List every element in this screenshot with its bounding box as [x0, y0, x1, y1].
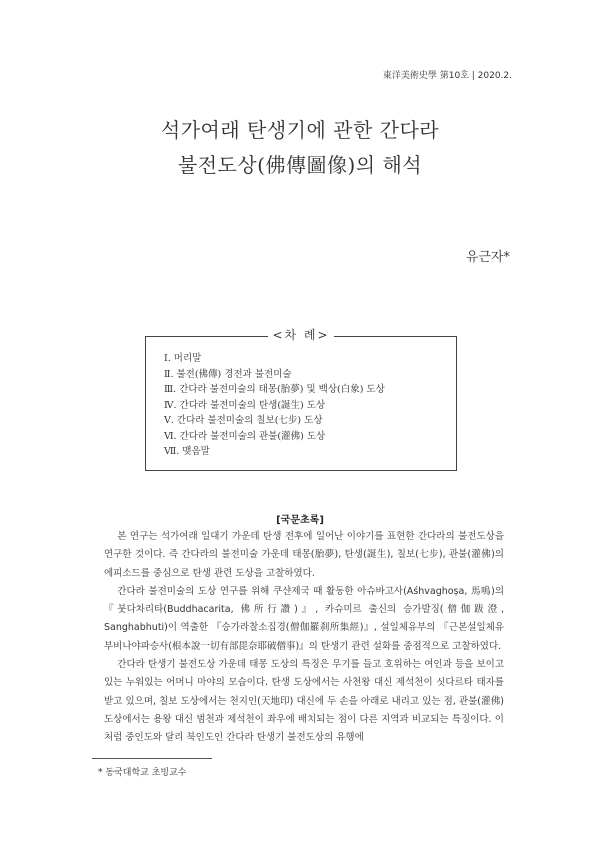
toc-item: Ⅲ. 간다라 불전미술의 태몽(胎夢) 및 백상(白象) 도상: [164, 384, 385, 395]
footnote-divider: [92, 758, 212, 759]
abstract-heading: [국문초록]: [276, 515, 324, 526]
journal-header: 東洋美術史學 第10호 | 2020.2.: [382, 71, 512, 81]
title-line-2: 불전도상(佛傳圖像)의 해석: [177, 153, 423, 177]
abstract-body: [104, 528, 504, 748]
abstract-paragraph: 간다라 탄생기 불전도상 가운데 태몽 도상의 특징은 무기를 들고 호위하는 여인과 등을 보이고 있는 누워있는 어머니 마야의 모습이다. 탄생 도상에서는 사천왕 대신 제석천이 싯다르타 태자를 받고 있으며, 칠보 도상에서는 천지인(天地印) 대신에 두 손을 아래로 내리고 있는 점, 관불(灌佛) 도상에서는 용왕 대신 범천과 제석천이 좌우에 배치되는 점이 다른 지역과 비교되는 특징이다. 이처럼 중인도와 달리 북인도인 간다라 탄생기 불전도상의 유행에: [104, 659, 504, 744]
author-name: 유근자*: [465, 250, 510, 265]
toc-item: Ⅶ. 맺음말: [164, 446, 210, 457]
toc-item: Ⅰ. 머리말: [164, 353, 202, 364]
toc-list: [164, 351, 385, 460]
abstract-paragraph: 간다라 불전미술의 도상 연구를 위해 쿠샨제국 때 활동한 아슈바고사(Aśhvaghoṣa, 馬鳴)의 『붓다차리타(Buddhacarita, 佛所行讚)』, 카슈미르 출신의 승가발징(僧伽跋澄, Sanghabhuti)이 역출한 『승가라찰소집경(僧伽羅刹所集經)』, 설일체유부의 『근본설일체유부비나야파승사(根本說一切有部毘奈耶破僧事)』의 탄생기 관련 설화를 중점적으로 고찰하였다.: [104, 585, 504, 652]
toc-item: Ⅳ. 간다라 불전미술의 탄생(誕生) 도상: [164, 399, 326, 411]
toc-item: Ⅴ. 간다라 불전미술의 칠보(七步) 도상: [164, 415, 323, 426]
toc-heading: <차 례>: [268, 326, 334, 343]
toc-item: Ⅱ. 불전(佛傳) 경전과 불전미술: [164, 368, 292, 380]
table-of-contents-box: [145, 336, 457, 471]
title-line-1: 석가여래 탄생기에 관한 간다라: [160, 118, 440, 142]
abstract-paragraph: 본 연구는 석가여래 일대기 가운데 탄생 전후에 일어난 이야기를 표현한 간다라의 불전도상을 연구한 것이다. 즉 간다라의 불전미술 가운데 태몽(胎夢), 탄생(誕生), 칠보(七步), 관불(灌佛)의 에피소드를 중심으로 탄생 관련 도상을 고찰하였다.: [104, 531, 504, 579]
paper-title: [0, 113, 600, 183]
footnote: * 동국대학교 초빙교수: [98, 768, 187, 778]
toc-item: Ⅵ. 간다라 불전미술의 관불(灌佛) 도상: [164, 430, 326, 442]
